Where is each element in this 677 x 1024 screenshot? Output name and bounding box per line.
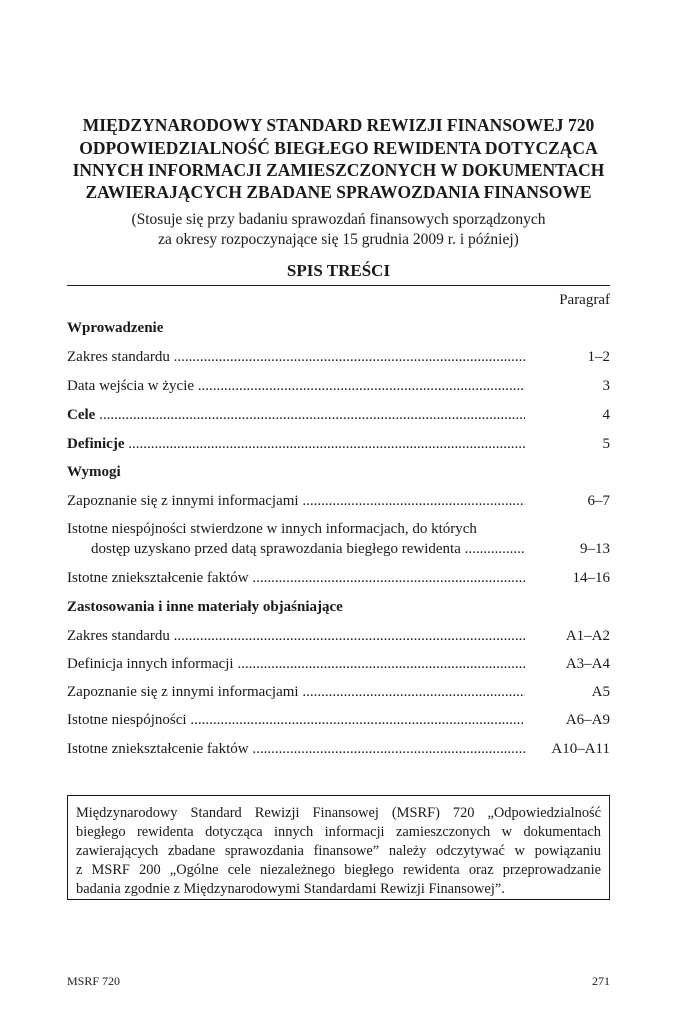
toc-entry-label: Definicja innych informacji ..... <box>67 654 525 674</box>
standard-reference-note <box>67 795 610 900</box>
toc-entry-ref: 1–2 <box>587 349 610 365</box>
toc-entry[interactable] <box>67 626 610 646</box>
document-title-line-2: ODPOWIEDZIALNOŚĆ BIEGŁEGO REWIDENTA DOTYCZĄCA <box>79 138 598 158</box>
toc-entry[interactable] <box>67 539 610 559</box>
section-heading-application-material: Zastosowania i inne materiały objaśniające <box>67 599 343 615</box>
toc-entry-label: Zakres standardu ..... <box>67 626 525 646</box>
toc-entry-ref: 5 <box>602 436 610 452</box>
document-title-line-3: INNYCH INFORMACJI ZAMIESZCZONYCH W DOKUMENTACH <box>72 160 605 180</box>
toc-entry-ref: A10–A11 <box>551 741 610 757</box>
toc-entry-label: Zapoznanie się z innymi informacjami ..... <box>67 682 525 702</box>
toc-entry-ref: 4 <box>602 407 610 423</box>
footer-standard-label: MSRF 720 <box>67 974 121 988</box>
toc-entry[interactable] <box>67 434 610 454</box>
applicability-note-line-1: (Stosuje się przy badaniu sprawozdań finansowych sporządzonych <box>131 211 546 228</box>
toc-entry-ref: 9–13 <box>580 541 610 557</box>
toc-entry[interactable] <box>67 347 610 367</box>
toc-entry[interactable] <box>67 654 610 674</box>
toc-entry-label-line-2: dostęp uzyskano przed datą sprawozdania biegłego rewidenta ..... <box>67 539 525 559</box>
toc-entry[interactable] <box>67 405 610 425</box>
section-heading-introduction: Wprowadzenie <box>67 320 164 336</box>
toc-entry[interactable] <box>67 491 610 511</box>
toc-entry-label: Cele ..... <box>67 405 525 425</box>
note-line: z MSRF 200 „Ogólne cele niezależnego biegłego rewidenta oraz przeprowadzanie <box>76 862 601 878</box>
toc-entry-label: Zakres standardu ..... <box>67 347 525 367</box>
toc-entry-label: Definicje ..... <box>67 434 525 454</box>
toc-entry-ref: A5 <box>591 684 610 700</box>
toc-entry[interactable] <box>67 739 610 759</box>
toc-entry-ref: A6–A9 <box>565 712 610 728</box>
note-line: Międzynarodowy Standard Rewizji Finansowej (MSRF) 720 „Odpowiedzialność <box>76 805 601 821</box>
toc-entry-label-line-1[interactable]: Istotne niespójności stwierdzone w innych informacjach, do których <box>67 521 477 537</box>
toc-entry[interactable] <box>67 568 610 588</box>
toc-heading: SPIS TREŚCI <box>286 261 391 280</box>
section-heading-requirements: Wymogi <box>67 464 121 480</box>
note-line: zawierających zbadane sprawozdania finansowe” należy odczytywać w powiązaniu <box>76 843 601 859</box>
toc-entry-ref: A3–A4 <box>565 656 610 672</box>
toc-entry[interactable] <box>67 376 610 396</box>
toc-entry-label: Zapoznanie się z innymi informacjami ..... <box>67 491 525 511</box>
toc-entry[interactable] <box>67 710 610 730</box>
toc-entry-label: Istotne zniekształcenie faktów ..... <box>67 568 525 588</box>
note-line: badania zgodnie z Międzynarodowymi Standardami Rewizji Finansowej”. <box>76 881 505 897</box>
toc-entry-ref: 6–7 <box>587 493 610 509</box>
toc-entry-ref: A1–A2 <box>565 628 610 644</box>
applicability-note-line-2: za okresy rozpoczynające się 15 grudnia 2009 r. i później) <box>158 231 519 248</box>
page-number: 271 <box>592 974 610 988</box>
note-line: biegłego rewidenta dotycząca innych informacji zamieszczonych w dokumentach <box>76 824 601 840</box>
document-title-line-4: ZAWIERAJĄCYCH ZBADANE SPRAWOZDANIA FINANSOWE <box>85 182 592 202</box>
toc-entry-label: Data wejścia w życie ..... <box>67 376 525 396</box>
toc-entry-ref: 14–16 <box>572 570 610 586</box>
document-title-line-1: MIĘDZYNARODOWY STANDARD REWIZJI FINANSOWEJ 720 <box>82 115 595 135</box>
toc-entry[interactable] <box>67 682 610 702</box>
toc-entry-label: Istotne niespójności ..... <box>67 710 525 730</box>
toc-entry-ref: 3 <box>602 378 610 394</box>
toc-entry-label: Istotne zniekształcenie faktów ..... <box>67 739 525 759</box>
toc-divider <box>67 285 610 286</box>
paragraph-column-label: Paragraf <box>559 292 610 308</box>
